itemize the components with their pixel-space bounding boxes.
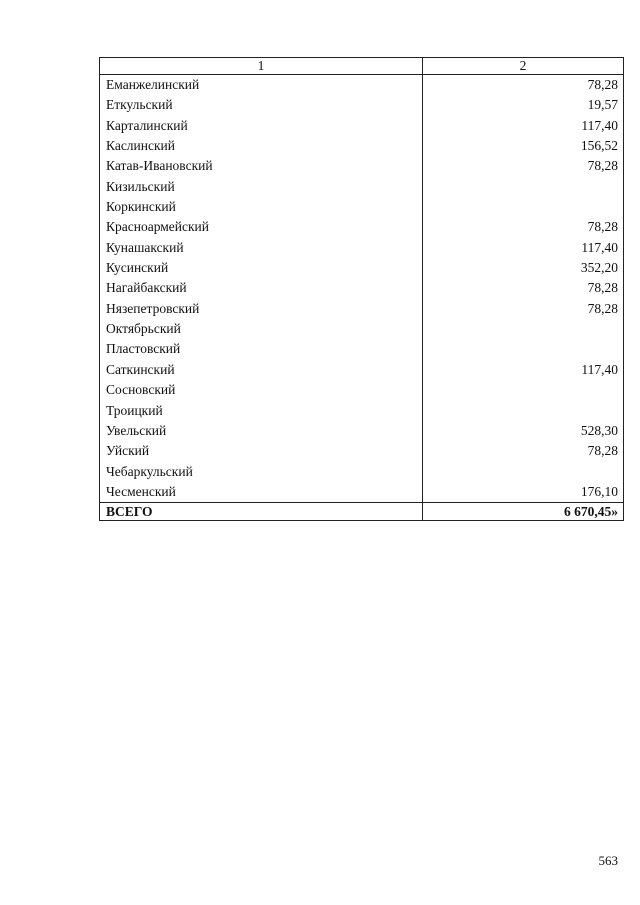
district-name: Красноармейский: [100, 217, 423, 237]
table-row: [100, 95, 624, 115]
district-name: Увельский: [100, 421, 423, 441]
table-row: [100, 482, 624, 503]
district-value: 19,57: [423, 95, 624, 115]
table-row: [100, 136, 624, 156]
district-name: Еткульский: [100, 95, 423, 115]
district-name: Катав-Ивановский: [100, 156, 423, 176]
district-value: 78,28: [423, 75, 624, 96]
district-name: Карталинский: [100, 116, 423, 136]
total-label: ВСЕГО: [100, 503, 423, 521]
table-row: [100, 462, 624, 482]
district-value: 156,52: [423, 136, 624, 156]
total-row: [100, 503, 624, 521]
district-value: 78,28: [423, 299, 624, 319]
district-value: 78,28: [423, 156, 624, 176]
table-row: [100, 319, 624, 339]
district-name: Октябрьский: [100, 319, 423, 339]
district-value: [423, 339, 624, 359]
table-row: [100, 177, 624, 197]
district-name: Чесменский: [100, 482, 423, 503]
district-value: 78,28: [423, 278, 624, 298]
column-header-1: 1: [100, 58, 423, 75]
district-value: [423, 319, 624, 339]
table-row: [100, 258, 624, 278]
district-name: Чебаркульский: [100, 462, 423, 482]
table-row: [100, 156, 624, 176]
district-name: Каслинский: [100, 136, 423, 156]
district-name: Нязепетровский: [100, 299, 423, 319]
district-name: Троицкий: [100, 401, 423, 421]
district-value: 528,30: [423, 421, 624, 441]
district-value: [423, 462, 624, 482]
table-row: [100, 360, 624, 380]
district-value: [423, 401, 624, 421]
table-row: [100, 380, 624, 400]
data-table: [99, 57, 624, 521]
table-row: [100, 75, 624, 96]
table-row: [100, 278, 624, 298]
district-name: Уйский: [100, 441, 423, 461]
table-header-row: [100, 58, 624, 75]
district-name: Кизильский: [100, 177, 423, 197]
table-row: [100, 197, 624, 217]
district-name: Кунашакский: [100, 238, 423, 258]
table-row: [100, 116, 624, 136]
table-row: [100, 217, 624, 237]
district-value: 78,28: [423, 217, 624, 237]
district-value: 117,40: [423, 360, 624, 380]
table-row: [100, 441, 624, 461]
district-name: Сосновский: [100, 380, 423, 400]
district-name: Коркинский: [100, 197, 423, 217]
district-name: Нагайбакский: [100, 278, 423, 298]
district-name: Саткинский: [100, 360, 423, 380]
district-value: [423, 177, 624, 197]
district-value: [423, 197, 624, 217]
table-body: [100, 75, 624, 521]
table-row: [100, 238, 624, 258]
column-header-2: 2: [423, 58, 624, 75]
district-name: Пластовский: [100, 339, 423, 359]
district-value: 176,10: [423, 482, 624, 503]
district-name: Еманжелинский: [100, 75, 423, 96]
district-name: Кусинский: [100, 258, 423, 278]
table-row: [100, 339, 624, 359]
table-row: [100, 421, 624, 441]
district-value: 78,28: [423, 441, 624, 461]
table-row: [100, 401, 624, 421]
page-number: 563: [598, 853, 618, 868]
total-value: 6 670,45»: [423, 503, 624, 521]
district-value: [423, 380, 624, 400]
table-row: [100, 299, 624, 319]
district-value: 117,40: [423, 238, 624, 258]
district-value: 352,20: [423, 258, 624, 278]
district-value: 117,40: [423, 116, 624, 136]
